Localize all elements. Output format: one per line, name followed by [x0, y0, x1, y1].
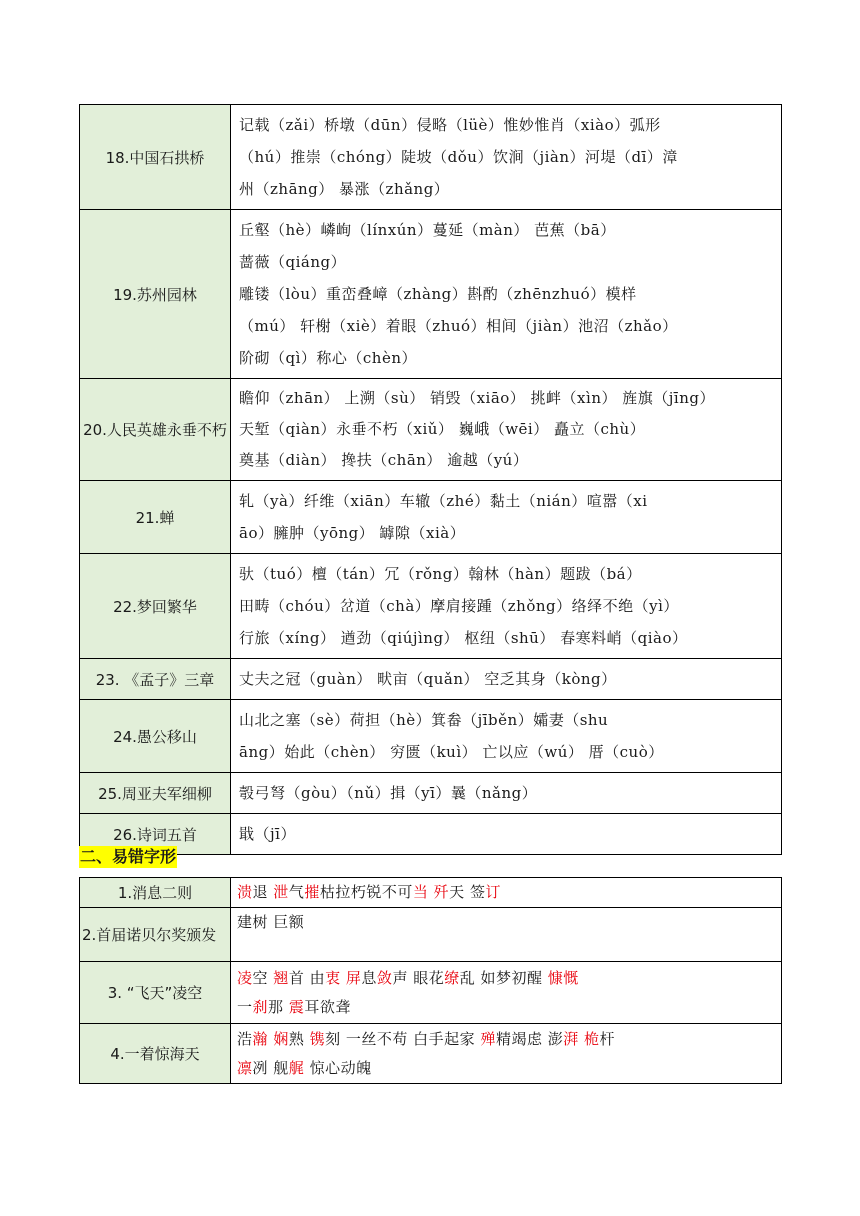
error-char: 凌: [237, 968, 253, 987]
content-line: 田畴（chóu）岔道（chà）摩肩接踵（zhǒng）络绎不绝（yì）: [239, 597, 679, 615]
content-line: [237, 908, 775, 937]
row-content: [231, 554, 782, 659]
content-line: 轧（yà）纤维（xiān）车辙（zhé）黏土（nián）喧嚣（xi: [239, 492, 648, 510]
row-label: 24.愚公移山: [80, 700, 231, 773]
row-content: [231, 773, 782, 814]
text-segment: 声 眼花: [392, 968, 445, 987]
text-segment: 息: [361, 968, 377, 987]
table-row: [80, 554, 782, 659]
row-content: [231, 659, 782, 700]
row-label: 21.蝉: [80, 481, 231, 554]
error-char: 镌: [309, 1029, 326, 1048]
content-line: 阶砌（qì）称心（chèn）: [239, 349, 417, 367]
text-segment: 一: [237, 997, 253, 1016]
text-segment: 那: [268, 997, 289, 1016]
table-row: [80, 1024, 782, 1084]
table-row: [80, 210, 782, 379]
table-row: [80, 814, 782, 855]
row-label: 18.中国石拱桥: [80, 105, 231, 210]
error-char: 当: [412, 883, 429, 901]
content-line: 蔷薇（qiáng）: [239, 253, 347, 271]
row-label: 20.人民英雄永垂不朽: [80, 379, 231, 481]
error-char: 缭: [444, 968, 460, 987]
content-line: 驮（tuó）檀（tán）冗（rǒng）翰林（hàn）题跋（bá）: [239, 565, 642, 583]
error-char: 溃: [237, 883, 253, 901]
content-line: 瞻仰（zhān） 上溯（sù） 销毁（xiāo） 挑衅（xìn） 旌旗（jīng）: [239, 389, 715, 407]
row-label: 22.梦回繁华: [80, 554, 231, 659]
table-row: [80, 878, 782, 908]
row-label: 2.首届诺贝尔奖颁发: [80, 908, 231, 962]
text-segment: 退: [252, 883, 274, 901]
error-char: 娴: [273, 1029, 289, 1048]
table-row: [80, 105, 782, 210]
error-char: 歼: [433, 883, 450, 901]
content-line: āo）臃肿（yōng） 罅隙（xià）: [239, 524, 466, 542]
text-segment: 气: [288, 883, 305, 901]
error-char: 刹: [252, 997, 269, 1016]
error-char: 摧: [304, 883, 320, 901]
row-content: [231, 105, 782, 210]
content-line: 戢（jī）: [239, 825, 296, 843]
table-row: [80, 962, 782, 1024]
row-label: 1.消息二则: [80, 878, 231, 908]
content-line: 彀弓弩（gòu）（nǔ）揖（yī）曩（nǎng）: [239, 784, 538, 802]
text-segment: 惊心动魄: [304, 1058, 372, 1077]
error-char: 湃: [563, 1029, 579, 1048]
text-segment: 刻 一丝不苟 白手起家: [325, 1029, 481, 1048]
content-line: 丈夫之冠（guàn） 畎亩（quǎn） 空乏其身（kòng）: [239, 670, 617, 688]
content-line: [237, 993, 775, 1022]
table-row: [80, 379, 782, 481]
row-content: [231, 481, 782, 554]
content-line: 天堑（qiàn）永垂不朽（xiǔ） 巍峨（wēi） 矗立（chù）: [239, 420, 646, 438]
error-char: 凛: [237, 1058, 253, 1077]
content-line: āng）始此（chèn） 穷匮（kuì） 亡以应（wú） 厝（cuò）: [239, 743, 664, 761]
content-line: 丘壑（hè）嶙峋（línxún）蔓延（màn） 芭蕉（bā）: [239, 221, 616, 239]
row-content: [231, 210, 782, 379]
row-label: 25.周亚夫军细柳: [80, 773, 231, 814]
row-label: 4.一着惊海天: [80, 1024, 231, 1084]
error-char: 殚: [480, 1029, 496, 1048]
table-row: [80, 773, 782, 814]
error-char: 泄: [273, 883, 289, 901]
content-line: 行旅（xíng） 遒劲（qiújìng） 枢纽（shū） 春寒料峭（qiào）: [239, 629, 688, 647]
error-char: 慷慨: [547, 968, 579, 987]
error-char: 瀚: [252, 1029, 269, 1048]
content-line: （hú）推崇（chóng）陡坡（dǒu）饮涧（jiàn）河堤（dī）漳: [239, 148, 678, 166]
text-segment: 首 由: [288, 968, 326, 987]
content-line: [237, 964, 775, 993]
pronunciation-table: [79, 104, 782, 855]
typo-table: [79, 877, 782, 1084]
row-content: [231, 700, 782, 773]
text-segment: 耳欲聋: [304, 997, 351, 1016]
text-segment: 冽 舰: [252, 1058, 289, 1077]
row-content: [231, 908, 782, 962]
text-segment: 杆: [599, 1029, 616, 1048]
content-line: 山北之塞（sè）荷担（hè）箕畚（jīběn）孀妻（shu: [239, 711, 609, 729]
row-content: [231, 379, 782, 481]
text-segment: 精竭虑 澎: [495, 1029, 564, 1048]
error-char: 衷: [325, 968, 341, 987]
error-char: 订: [485, 883, 501, 901]
content-line: [237, 1025, 775, 1054]
error-char: 屏: [345, 968, 362, 987]
row-label: 3. “飞天”凌空: [80, 962, 231, 1024]
content-line: 州（zhāng） 暴涨（zhǎng）: [239, 180, 450, 198]
content-line: 记载（zǎi）桥墩（dūn）侵略（lüè）惟妙惟肖（xiào）弧形: [239, 116, 661, 134]
text-segment: 熟: [288, 1029, 310, 1048]
error-char: 翘: [273, 968, 289, 987]
table-row: [80, 481, 782, 554]
table-row: [80, 700, 782, 773]
content-line: 奠基（diàn） 搀扶（chān） 逾越（yú）: [239, 451, 529, 469]
content-line: （mú） 轩榭（xiè）着眼（zhuó）相间（jiàn）池沼（zhǎo）: [239, 317, 678, 335]
content-line: [237, 878, 775, 907]
text-segment: 建树 巨额: [237, 913, 305, 931]
error-char: 桅: [584, 1029, 600, 1048]
error-char: 艉: [288, 1058, 305, 1077]
row-label: 19.苏州园林: [80, 210, 231, 379]
text-segment: 空: [252, 968, 274, 987]
error-char: 敛: [376, 968, 393, 987]
row-content: [231, 814, 782, 855]
text-segment: 乱 如梦初醒: [459, 968, 548, 987]
row-content: [231, 1024, 782, 1084]
row-label: 26.诗词五首: [80, 814, 231, 855]
text-segment: 天 签: [449, 883, 486, 901]
row-label: 23. 《孟子》三章: [80, 659, 231, 700]
text-segment: 枯拉朽锐不可: [319, 883, 413, 901]
text-segment: 浩: [237, 1029, 253, 1048]
row-content: [231, 878, 782, 908]
table-row: [80, 908, 782, 962]
section-heading: 二、易错字形: [80, 847, 177, 866]
row-content: [231, 962, 782, 1024]
content-line: [237, 1054, 775, 1083]
table-row: [80, 659, 782, 700]
content-line: 雕镂（lòu）重峦叠嶂（zhàng）斟酌（zhēnzhuó）模样: [239, 285, 637, 303]
error-char: 震: [288, 997, 305, 1016]
